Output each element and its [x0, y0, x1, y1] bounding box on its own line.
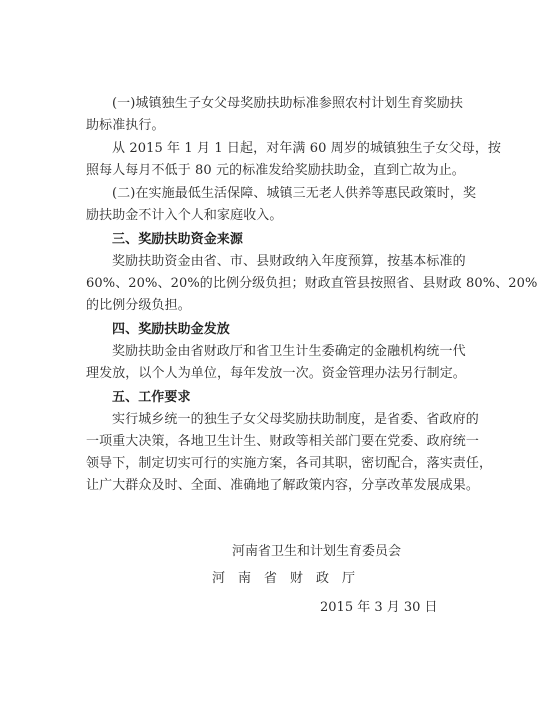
- paragraph-income-exclusion: [86, 183, 477, 227]
- section-heading: 四、奖励扶助金发放: [112, 322, 230, 337]
- text-line: 从 2015 年 1 月 1 日起，对年满 60 周岁的城镇独生子女父母，按: [112, 141, 502, 156]
- text-line: 一项重大决策，各地卫生计生、财政等相关部门要在党委、政府统一: [86, 434, 480, 449]
- signature-org-finance-department: 河 南 省 财 政 厅: [212, 571, 356, 586]
- text-line: (二)在实施最低生活保障、城镇三无老人供养等惠民政策时，奖: [112, 186, 477, 201]
- text-line: 励扶助金不计入个人和家庭收入。: [86, 208, 283, 223]
- text-line: 助标准执行。: [86, 118, 165, 133]
- signature-date: 2015 年 3 月 30 日: [320, 600, 438, 615]
- text-line: 实行城乡统一的独生子女父母奖励扶助制度，是省委、省政府的: [112, 412, 479, 427]
- section-heading: 三、奖励扶助资金来源: [112, 232, 244, 247]
- text-line: (一)城镇独生子女父母奖励扶助标准参照农村计划生育奖励扶: [112, 96, 463, 111]
- text-line: 照每人每月不低于 80 元的标准发给奖励扶助金，直到亡故为止。: [86, 163, 465, 178]
- text-line: 的比例分级负担。: [86, 298, 191, 313]
- text-line: 领导下，制定切实可行的实施方案，各司其职，密切配合，落实责任，: [86, 456, 493, 471]
- section-funding-source: [86, 229, 538, 317]
- text-line: 让广大群众及时、全面、准确地了解政策内容，分享改革发展成果。: [86, 478, 480, 493]
- section-payment: [86, 319, 466, 385]
- paragraph-effective-date: [86, 138, 502, 182]
- text-line: 60%、20%、20%的比例分级负担；财政直管县按照省、县财政 80%、20%: [86, 276, 538, 291]
- text-line: 奖励扶助金由省财政厅和省卫生计生委确定的金融机构统一代: [112, 344, 466, 359]
- signature-org-health-commission: 河南省卫生和计划生育委员会: [232, 544, 402, 559]
- text-line: 奖励扶助资金由省、市、县财政纳入年度预算，按基本标准的: [112, 254, 466, 269]
- paragraph-urban-standard: [86, 93, 463, 137]
- section-heading: 五、工作要求: [112, 390, 191, 405]
- section-work-requirements: [86, 387, 493, 497]
- text-line: 理发放，以个人为单位，每年发放一次。资金管理办法另行制定。: [86, 366, 466, 381]
